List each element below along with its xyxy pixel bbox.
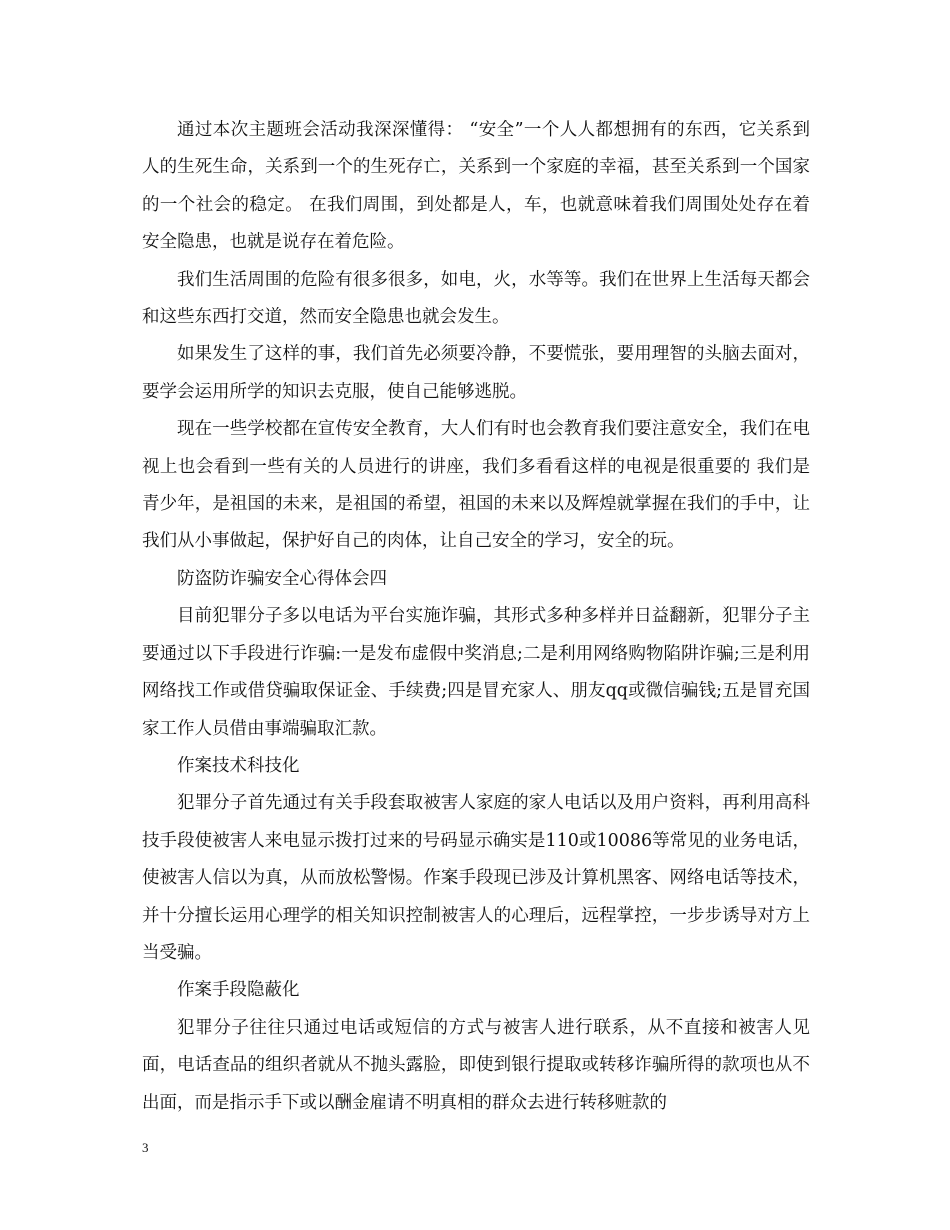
section-heading: 作案技术科技化 [177,755,300,776]
section-heading: 作案手段隐蔽化 [177,980,300,1001]
paragraph: 现在一些学校都在宣传安全教育，大人们有时也会教育我们要注意安全，我们在电视上也会看到一些有关的人员进行的讲座，我们多看看这样的电视是很重要的 我们是青少年，是祖国的未来，是祖国的希望，祖国的未来以及辉煌就掌握在我们的手中，让我们从小事做起，保护好自己的肉体，让自己安全的学习，安全的玩。 [142,419,810,552]
paragraph: 通过本次主题班会活动我深深懂得： “安全”一个人人都想拥有的东西，它关系到人的生死生命，关系到一个的生死存亡，关系到一个家庭的幸福，甚至关系到一个国家的一个社会的稳定。 在我们周围，到处都是人，车，也就意味着我们周围处处存在着安全隐患，也就是说存在着危险。 [142,120,810,253]
paragraph: 如果发生了这样的事，我们首先必须要冷静，不要慌张，要用理智的头脑去面对，要学会运用所学的知识去克服，使自己能够逃脱。 [142,344,810,402]
paragraph: 目前犯罪分子多以电话为平台实施诈骗，其形式多种多样并日益翻新，犯罪分子主要通过以下手段进行诈骗:一是发布虚假中奖消息;二是利用网络购物陷阱诈骗;三是利用网络找工作或借贷骗取保证金、手续费;四是冒充家人、朋友qq或微信骗钱;五是冒充国家工作人员借由事端骗取汇款。 [142,606,810,739]
paragraph: 犯罪分子往往只通过电话或短信的方式与被害人进行联系，从不直接和被害人见面，电话查品的组织者就从不抛头露脸，即使到银行提取或转移诈骗所得的款项也从不出面，而是指示手下或以酬金雇请不明真相的群众去进行转移赃款的 [142,1017,810,1113]
paragraph: 我们生活周围的危险有很多很多，如电，火，水等等。我们在世界上生活每天都会和这些东西打交道，然而安全隐患也就会发生。 [142,269,810,328]
paragraph: 犯罪分子首先通过有关手段套取被害人家庭的家人电话以及用户资料，再利用高科技手段使被害人来电显示拨打过来的号码显示确实是110或10086等常见的业务电话，使被害人信以为真，从而放松警惕。作案手段现已涉及计算机黑客、网络电话等技术，并十分擅长运用心理学的相关知识控制被害人的心理后，远程掌控，一步步诱导对方上当受骗。 [142,793,810,963]
section-heading: 防盗防诈骗安全心得体会四 [177,568,387,589]
document-body [142,112,810,1122]
page-number: 3 [142,1140,149,1155]
